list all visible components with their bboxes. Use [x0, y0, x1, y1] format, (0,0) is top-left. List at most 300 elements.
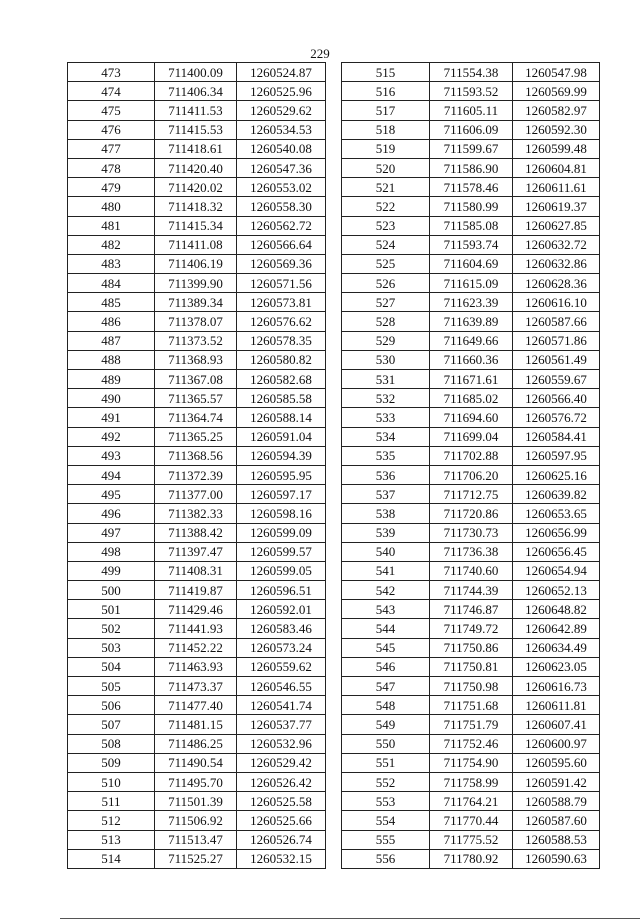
table-row: [68, 715, 326, 734]
x-coordinate-cell: 711420.40: [155, 158, 237, 177]
x-coordinate-cell: 711372.39: [155, 465, 237, 484]
point-number-cell: 520: [342, 158, 430, 177]
point-number-cell: 540: [342, 542, 430, 561]
point-number-cell: 545: [342, 638, 430, 657]
y-coordinate-cell: 1260597.95: [513, 446, 600, 465]
point-number-cell: 507: [68, 715, 155, 734]
point-number-cell: 474: [68, 82, 155, 101]
y-coordinate-cell: 1260582.97: [513, 101, 600, 120]
point-number-cell: 499: [68, 561, 155, 580]
y-coordinate-cell: 1260524.87: [237, 63, 326, 82]
y-coordinate-cell: 1260569.99: [513, 82, 600, 101]
x-coordinate-cell: 711525.27: [155, 849, 237, 868]
y-coordinate-cell: 1260583.46: [237, 619, 326, 638]
point-number-cell: 509: [68, 753, 155, 772]
x-coordinate-cell: 711750.81: [430, 657, 513, 676]
y-coordinate-cell: 1260553.02: [237, 178, 326, 197]
x-coordinate-cell: 711754.90: [430, 753, 513, 772]
table-row: [342, 811, 600, 830]
point-number-cell: 551: [342, 753, 430, 772]
y-coordinate-cell: 1260573.24: [237, 638, 326, 657]
x-coordinate-cell: 711740.60: [430, 561, 513, 580]
point-number-cell: 530: [342, 350, 430, 369]
table-row: [68, 792, 326, 811]
table-row: [68, 446, 326, 465]
x-coordinate-cell: 711411.08: [155, 235, 237, 254]
table-row: [342, 370, 600, 389]
x-coordinate-cell: 711750.86: [430, 638, 513, 657]
x-coordinate-cell: 711694.60: [430, 408, 513, 427]
y-coordinate-cell: 1260547.36: [237, 158, 326, 177]
x-coordinate-cell: 711580.99: [430, 197, 513, 216]
table-row: [342, 331, 600, 350]
x-coordinate-cell: 711397.47: [155, 542, 237, 561]
table-row: [342, 101, 600, 120]
x-coordinate-cell: 711649.66: [430, 331, 513, 350]
x-coordinate-cell: 711593.74: [430, 235, 513, 254]
point-number-cell: 481: [68, 216, 155, 235]
x-coordinate-cell: 711706.20: [430, 465, 513, 484]
table-row: [68, 235, 326, 254]
x-coordinate-cell: 711365.25: [155, 427, 237, 446]
point-number-cell: 525: [342, 254, 430, 273]
point-number-cell: 488: [68, 350, 155, 369]
y-coordinate-cell: 1260525.96: [237, 82, 326, 101]
table-row: [68, 63, 326, 82]
x-coordinate-cell: 711406.19: [155, 254, 237, 273]
coordinates-table-right: [341, 62, 600, 869]
y-coordinate-cell: 1260611.81: [513, 696, 600, 715]
point-number-cell: 535: [342, 446, 430, 465]
point-number-cell: 487: [68, 331, 155, 350]
table-row: [68, 485, 326, 504]
table-row: [342, 408, 600, 427]
y-coordinate-cell: 1260559.62: [237, 657, 326, 676]
y-coordinate-cell: 1260599.48: [513, 139, 600, 158]
table-row: [342, 657, 600, 676]
x-coordinate-cell: 711750.98: [430, 677, 513, 696]
point-number-cell: 492: [68, 427, 155, 446]
table-row: [68, 178, 326, 197]
y-coordinate-cell: 1260596.51: [237, 581, 326, 600]
y-coordinate-cell: 1260648.82: [513, 600, 600, 619]
x-coordinate-cell: 711605.11: [430, 101, 513, 120]
table-row: [68, 120, 326, 139]
point-number-cell: 518: [342, 120, 430, 139]
y-coordinate-cell: 1260604.81: [513, 158, 600, 177]
x-coordinate-cell: 711586.90: [430, 158, 513, 177]
y-coordinate-cell: 1260632.86: [513, 254, 600, 273]
x-coordinate-cell: 711775.52: [430, 830, 513, 849]
point-number-cell: 496: [68, 504, 155, 523]
point-number-cell: 526: [342, 274, 430, 293]
table-row: [68, 523, 326, 542]
table-row: [68, 350, 326, 369]
point-number-cell: 513: [68, 830, 155, 849]
point-number-cell: 489: [68, 370, 155, 389]
x-coordinate-cell: 711746.87: [430, 600, 513, 619]
table-row: [342, 235, 600, 254]
table-row: [342, 581, 600, 600]
y-coordinate-cell: 1260562.72: [237, 216, 326, 235]
table-row: [68, 293, 326, 312]
coordinates-table-left: [67, 62, 326, 869]
point-number-cell: 486: [68, 312, 155, 331]
y-coordinate-cell: 1260526.42: [237, 772, 326, 791]
table-row: [68, 772, 326, 791]
point-number-cell: 502: [68, 619, 155, 638]
point-number-cell: 504: [68, 657, 155, 676]
table-row: [342, 600, 600, 619]
table-row: [68, 465, 326, 484]
point-number-cell: 515: [342, 63, 430, 82]
point-number-cell: 542: [342, 581, 430, 600]
x-coordinate-cell: 711367.08: [155, 370, 237, 389]
x-coordinate-cell: 711368.93: [155, 350, 237, 369]
x-coordinate-cell: 711780.92: [430, 849, 513, 868]
y-coordinate-cell: 1260592.30: [513, 120, 600, 139]
table-row: [342, 293, 600, 312]
y-coordinate-cell: 1260599.57: [237, 542, 326, 561]
y-coordinate-cell: 1260639.82: [513, 485, 600, 504]
point-number-cell: 541: [342, 561, 430, 580]
x-coordinate-cell: 711399.90: [155, 274, 237, 293]
x-coordinate-cell: 711463.93: [155, 657, 237, 676]
x-coordinate-cell: 711604.69: [430, 254, 513, 273]
table-row: [68, 427, 326, 446]
point-number-cell: 483: [68, 254, 155, 273]
table-row: [342, 542, 600, 561]
table-row: [68, 561, 326, 580]
y-coordinate-cell: 1260634.49: [513, 638, 600, 657]
x-coordinate-cell: 711477.40: [155, 696, 237, 715]
y-coordinate-cell: 1260598.16: [237, 504, 326, 523]
page-number: 229: [310, 46, 330, 61]
bottom-rule: [60, 918, 640, 919]
point-number-cell: 524: [342, 235, 430, 254]
y-coordinate-cell: 1260561.49: [513, 350, 600, 369]
table-row: [68, 542, 326, 561]
point-number-cell: 503: [68, 638, 155, 657]
table-row: [342, 696, 600, 715]
point-number-cell: 485: [68, 293, 155, 312]
table-row: [68, 849, 326, 868]
point-number-cell: 521: [342, 178, 430, 197]
x-coordinate-cell: 711623.39: [430, 293, 513, 312]
point-number-cell: 539: [342, 523, 430, 542]
x-coordinate-cell: 711415.53: [155, 120, 237, 139]
y-coordinate-cell: 1260595.95: [237, 465, 326, 484]
x-coordinate-cell: 711400.09: [155, 63, 237, 82]
point-number-cell: 501: [68, 600, 155, 619]
x-coordinate-cell: 711758.99: [430, 772, 513, 791]
table-row: [68, 734, 326, 753]
point-number-cell: 553: [342, 792, 430, 811]
y-coordinate-cell: 1260656.99: [513, 523, 600, 542]
y-coordinate-cell: 1260625.16: [513, 465, 600, 484]
table-row: [342, 638, 600, 657]
point-number-cell: 538: [342, 504, 430, 523]
point-number-cell: 546: [342, 657, 430, 676]
x-coordinate-cell: 711606.09: [430, 120, 513, 139]
x-coordinate-cell: 711364.74: [155, 408, 237, 427]
x-coordinate-cell: 711554.38: [430, 63, 513, 82]
x-coordinate-cell: 711639.89: [430, 312, 513, 331]
x-coordinate-cell: 711418.32: [155, 197, 237, 216]
x-coordinate-cell: 711373.52: [155, 331, 237, 350]
y-coordinate-cell: 1260525.66: [237, 811, 326, 830]
y-coordinate-cell: 1260595.60: [513, 753, 600, 772]
table-row: [68, 677, 326, 696]
x-coordinate-cell: 711378.07: [155, 312, 237, 331]
point-number-cell: 482: [68, 235, 155, 254]
y-coordinate-cell: 1260590.63: [513, 849, 600, 868]
table-row: [342, 485, 600, 504]
table-row: [68, 274, 326, 293]
x-coordinate-cell: 711699.04: [430, 427, 513, 446]
point-number-cell: 523: [342, 216, 430, 235]
y-coordinate-cell: 1260653.65: [513, 504, 600, 523]
table-row: [68, 504, 326, 523]
y-coordinate-cell: 1260588.79: [513, 792, 600, 811]
table-row: [342, 561, 600, 580]
table-row: [342, 772, 600, 791]
point-number-cell: 549: [342, 715, 430, 734]
table-row: [342, 849, 600, 868]
x-coordinate-cell: 711749.72: [430, 619, 513, 638]
x-coordinate-cell: 711406.34: [155, 82, 237, 101]
point-number-cell: 527: [342, 293, 430, 312]
table-row: [68, 600, 326, 619]
y-coordinate-cell: 1260616.10: [513, 293, 600, 312]
x-coordinate-cell: 711419.87: [155, 581, 237, 600]
x-coordinate-cell: 711712.75: [430, 485, 513, 504]
table-row: [68, 619, 326, 638]
x-coordinate-cell: 711452.22: [155, 638, 237, 657]
point-number-cell: 522: [342, 197, 430, 216]
y-coordinate-cell: 1260540.08: [237, 139, 326, 158]
x-coordinate-cell: 711377.00: [155, 485, 237, 504]
table-row: [68, 811, 326, 830]
x-coordinate-cell: 711420.02: [155, 178, 237, 197]
point-number-cell: 529: [342, 331, 430, 350]
x-coordinate-cell: 711671.61: [430, 370, 513, 389]
x-coordinate-cell: 711411.53: [155, 101, 237, 120]
x-coordinate-cell: 711736.38: [430, 542, 513, 561]
table-row: [342, 753, 600, 772]
point-number-cell: 556: [342, 849, 430, 868]
y-coordinate-cell: 1260654.94: [513, 561, 600, 580]
x-coordinate-cell: 711501.39: [155, 792, 237, 811]
table-row: [342, 792, 600, 811]
table-row: [342, 734, 600, 753]
x-coordinate-cell: 711495.70: [155, 772, 237, 791]
x-coordinate-cell: 711744.39: [430, 581, 513, 600]
point-number-cell: 480: [68, 197, 155, 216]
table-row: [68, 158, 326, 177]
x-coordinate-cell: 711382.33: [155, 504, 237, 523]
x-coordinate-cell: 711506.92: [155, 811, 237, 830]
point-number-cell: 548: [342, 696, 430, 715]
y-coordinate-cell: 1260588.14: [237, 408, 326, 427]
table-row: [342, 619, 600, 638]
point-number-cell: 495: [68, 485, 155, 504]
y-coordinate-cell: 1260599.09: [237, 523, 326, 542]
table-row: [342, 139, 600, 158]
table-row: [68, 216, 326, 235]
x-coordinate-cell: 711408.31: [155, 561, 237, 580]
y-coordinate-cell: 1260594.39: [237, 446, 326, 465]
x-coordinate-cell: 711473.37: [155, 677, 237, 696]
table-row: [342, 677, 600, 696]
y-coordinate-cell: 1260571.56: [237, 274, 326, 293]
point-number-cell: 517: [342, 101, 430, 120]
table-row: [68, 312, 326, 331]
y-coordinate-cell: 1260632.72: [513, 235, 600, 254]
y-coordinate-cell: 1260599.05: [237, 561, 326, 580]
x-coordinate-cell: 711513.47: [155, 830, 237, 849]
y-coordinate-cell: 1260652.13: [513, 581, 600, 600]
table-row: [342, 178, 600, 197]
y-coordinate-cell: 1260569.36: [237, 254, 326, 273]
x-coordinate-cell: 711702.88: [430, 446, 513, 465]
point-number-cell: 511: [68, 792, 155, 811]
y-coordinate-cell: 1260529.42: [237, 753, 326, 772]
point-number-cell: 519: [342, 139, 430, 158]
table-row: [68, 638, 326, 657]
point-number-cell: 533: [342, 408, 430, 427]
point-number-cell: 550: [342, 734, 430, 753]
y-coordinate-cell: 1260532.96: [237, 734, 326, 753]
point-number-cell: 484: [68, 274, 155, 293]
x-coordinate-cell: 711486.25: [155, 734, 237, 753]
point-number-cell: 543: [342, 600, 430, 619]
table-row: [342, 830, 600, 849]
y-coordinate-cell: 1260576.62: [237, 312, 326, 331]
point-number-cell: 506: [68, 696, 155, 715]
point-number-cell: 510: [68, 772, 155, 791]
table-row: [342, 63, 600, 82]
x-coordinate-cell: 711685.02: [430, 389, 513, 408]
table-row: [342, 446, 600, 465]
table-row: [342, 216, 600, 235]
y-coordinate-cell: 1260529.62: [237, 101, 326, 120]
table-row: [342, 427, 600, 446]
y-coordinate-cell: 1260607.41: [513, 715, 600, 734]
point-number-cell: 516: [342, 82, 430, 101]
point-number-cell: 552: [342, 772, 430, 791]
y-coordinate-cell: 1260627.85: [513, 216, 600, 235]
x-coordinate-cell: 711764.21: [430, 792, 513, 811]
x-coordinate-cell: 711720.86: [430, 504, 513, 523]
x-coordinate-cell: 711490.54: [155, 753, 237, 772]
x-coordinate-cell: 711441.93: [155, 619, 237, 638]
x-coordinate-cell: 711770.44: [430, 811, 513, 830]
point-number-cell: 531: [342, 370, 430, 389]
x-coordinate-cell: 711730.73: [430, 523, 513, 542]
table-row: [342, 350, 600, 369]
table-row: [342, 523, 600, 542]
y-coordinate-cell: 1260566.40: [513, 389, 600, 408]
y-coordinate-cell: 1260558.30: [237, 197, 326, 216]
x-coordinate-cell: 711599.67: [430, 139, 513, 158]
x-coordinate-cell: 711388.42: [155, 523, 237, 542]
x-coordinate-cell: 711660.36: [430, 350, 513, 369]
table-row: [342, 389, 600, 408]
point-number-cell: 508: [68, 734, 155, 753]
y-coordinate-cell: 1260592.01: [237, 600, 326, 619]
point-number-cell: 536: [342, 465, 430, 484]
point-number-cell: 500: [68, 581, 155, 600]
table-row: [68, 82, 326, 101]
point-number-cell: 505: [68, 677, 155, 696]
y-coordinate-cell: 1260566.64: [237, 235, 326, 254]
point-number-cell: 497: [68, 523, 155, 542]
y-coordinate-cell: 1260576.72: [513, 408, 600, 427]
y-coordinate-cell: 1260591.04: [237, 427, 326, 446]
table-row: [342, 312, 600, 331]
point-number-cell: 514: [68, 849, 155, 868]
table-row: [68, 581, 326, 600]
point-number-cell: 498: [68, 542, 155, 561]
x-coordinate-cell: 711593.52: [430, 82, 513, 101]
x-coordinate-cell: 711585.08: [430, 216, 513, 235]
table-row: [342, 504, 600, 523]
x-coordinate-cell: 711615.09: [430, 274, 513, 293]
table-row: [342, 197, 600, 216]
x-coordinate-cell: 711368.56: [155, 446, 237, 465]
table-row: [68, 101, 326, 120]
y-coordinate-cell: 1260642.89: [513, 619, 600, 638]
x-coordinate-cell: 711418.61: [155, 139, 237, 158]
y-coordinate-cell: 1260656.45: [513, 542, 600, 561]
point-number-cell: 528: [342, 312, 430, 331]
y-coordinate-cell: 1260587.60: [513, 811, 600, 830]
table-row: [68, 657, 326, 676]
y-coordinate-cell: 1260623.05: [513, 657, 600, 676]
point-number-cell: 478: [68, 158, 155, 177]
point-number-cell: 494: [68, 465, 155, 484]
table-row: [68, 696, 326, 715]
x-coordinate-cell: 711415.34: [155, 216, 237, 235]
y-coordinate-cell: 1260611.61: [513, 178, 600, 197]
y-coordinate-cell: 1260541.74: [237, 696, 326, 715]
y-coordinate-cell: 1260619.37: [513, 197, 600, 216]
y-coordinate-cell: 1260525.58: [237, 792, 326, 811]
y-coordinate-cell: 1260585.58: [237, 389, 326, 408]
point-number-cell: 555: [342, 830, 430, 849]
table-row: [68, 254, 326, 273]
y-coordinate-cell: 1260559.67: [513, 370, 600, 389]
point-number-cell: 537: [342, 485, 430, 504]
y-coordinate-cell: 1260600.97: [513, 734, 600, 753]
point-number-cell: 532: [342, 389, 430, 408]
table-row: [68, 389, 326, 408]
x-coordinate-cell: 711389.34: [155, 293, 237, 312]
y-coordinate-cell: 1260571.86: [513, 331, 600, 350]
y-coordinate-cell: 1260578.35: [237, 331, 326, 350]
y-coordinate-cell: 1260587.66: [513, 312, 600, 331]
point-number-cell: 493: [68, 446, 155, 465]
point-number-cell: 547: [342, 677, 430, 696]
table-row: [342, 274, 600, 293]
point-number-cell: 477: [68, 139, 155, 158]
y-coordinate-cell: 1260532.15: [237, 849, 326, 868]
y-coordinate-cell: 1260573.81: [237, 293, 326, 312]
x-coordinate-cell: 711578.46: [430, 178, 513, 197]
y-coordinate-cell: 1260546.55: [237, 677, 326, 696]
y-coordinate-cell: 1260537.77: [237, 715, 326, 734]
